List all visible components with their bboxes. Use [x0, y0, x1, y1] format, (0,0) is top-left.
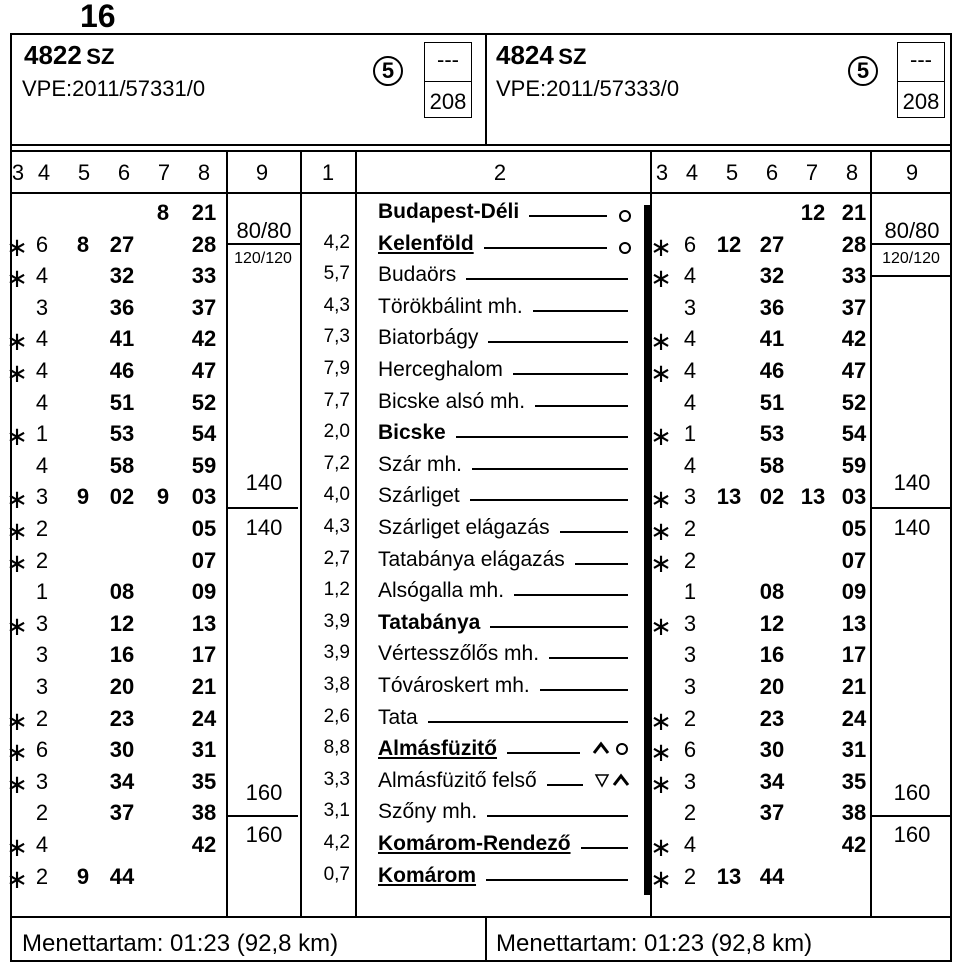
minute-depart: 35 — [191, 768, 217, 794]
minute-depart: 07 — [841, 547, 867, 573]
minute-depart: 54 — [841, 421, 867, 447]
dwell-count: 3 — [683, 484, 697, 510]
stop-marker: ∗ — [650, 705, 672, 736]
distance-km: 7,7 — [323, 389, 350, 411]
dwell-count: 4 — [683, 263, 697, 289]
minute-arrive: 46 — [759, 358, 785, 383]
station-name: Budapest-Déli — [378, 200, 520, 223]
distance-km: 0,7 — [323, 863, 350, 885]
stop-marker: ∗ — [6, 863, 28, 894]
minute-arrive: 12 — [759, 610, 785, 636]
stop-marker: ∗ — [6, 516, 28, 546]
distance-km: 4,3 — [323, 294, 350, 316]
distance-km: 2,7 — [323, 547, 350, 569]
col-header-mid: 1 — [321, 160, 335, 185]
distance-km: 4,2 — [323, 832, 350, 853]
dwell-count: 1 — [683, 421, 697, 447]
minute-depart: 38 — [841, 800, 867, 826]
train-vpe: VPE:2011/57331/0 — [22, 76, 206, 101]
minute-depart: 21 — [841, 200, 867, 225]
info-box — [897, 42, 945, 118]
leader-line — [466, 278, 628, 280]
station-name: Almásfüzitő — [378, 737, 498, 761]
distance-km: 3,9 — [323, 610, 350, 632]
stop-marker: ∗ — [650, 610, 672, 641]
train-number: 4824 — [496, 40, 554, 70]
dwell-count: 4 — [35, 832, 49, 857]
station-name: Bicske — [378, 421, 446, 445]
speed-left-c-bottom: 160 — [245, 822, 283, 847]
minute-arrive: 44 — [759, 863, 785, 889]
dwell-count: 1 — [683, 579, 697, 605]
distance-km: 1,2 — [323, 579, 350, 601]
distance-km: 3,3 — [323, 768, 350, 790]
stop-marker: ∗ — [6, 326, 28, 357]
minute-arrive: 12 — [109, 610, 135, 636]
col-header-right: 9 — [905, 160, 919, 185]
train-vpe: VPE:2011/57333/0 — [496, 76, 680, 101]
dwell-count: 3 — [35, 674, 49, 699]
distance-km: 4,2 — [323, 231, 350, 253]
stop-marker: ∗ — [650, 547, 672, 578]
leader-line — [484, 247, 607, 249]
col-header-left: 9 — [255, 160, 269, 185]
minute-arrive: 23 — [109, 705, 135, 731]
dwell-count: 3 — [35, 484, 49, 510]
minute-arrive: 02 — [109, 484, 135, 510]
stop-marker: ∗ — [6, 231, 28, 262]
minute-depart: 47 — [841, 358, 867, 383]
minute-depart: 37 — [841, 294, 867, 320]
speed-left-b-bottom: 140 — [245, 515, 283, 540]
triangle-caret-icon — [594, 771, 634, 797]
station-name: Törökbálint mh. — [378, 294, 523, 318]
minute-arrive: 32 — [109, 263, 135, 289]
minute-arrive: 20 — [759, 674, 785, 699]
minute-depart: 38 — [191, 800, 217, 826]
station-name: Komárom-Rendező — [378, 832, 571, 855]
minute-depart: 09 — [841, 579, 867, 605]
stop-marker: ∗ — [6, 263, 28, 294]
leader-line — [533, 310, 628, 312]
leader-line — [560, 531, 628, 533]
minute-arrive: 08 — [109, 579, 135, 605]
dwell-count: 3 — [35, 610, 49, 636]
dwell-count: 2 — [35, 863, 49, 889]
col-header-right: 7 — [805, 160, 819, 185]
col-header-left: 7 — [157, 160, 171, 185]
hour-depart: 12 — [800, 200, 826, 225]
stop-marker: ∗ — [650, 231, 672, 262]
dwell-count: 4 — [35, 358, 49, 383]
minute-arrive: 08 — [759, 579, 785, 605]
leader-line — [581, 847, 628, 849]
speed-left-c-top: 160 — [245, 780, 283, 805]
dwell-count: 6 — [35, 231, 49, 257]
minute-depart: 31 — [191, 737, 217, 763]
dwell-count: 2 — [683, 547, 697, 573]
stop-marker: ∗ — [650, 768, 672, 799]
dwell-count: 1 — [35, 579, 49, 605]
minute-depart: 09 — [191, 579, 217, 605]
dwell-count: 3 — [683, 674, 697, 699]
class-circle: 5 — [848, 56, 878, 86]
distance-km: 3,1 — [323, 800, 350, 822]
stop-marker: ∗ — [6, 705, 28, 736]
minute-arrive: 44 — [109, 863, 135, 889]
minute-depart: 21 — [191, 200, 217, 225]
stop-marker: ∗ — [650, 484, 672, 515]
minute-arrive: 30 — [109, 737, 135, 763]
station-name: Tatabánya — [378, 610, 481, 634]
leader-line — [535, 405, 628, 407]
dwell-count: 1 — [35, 421, 49, 447]
dwell-count: 3 — [683, 294, 697, 320]
class-circle: 5 — [373, 56, 403, 86]
leader-line — [575, 563, 628, 565]
minute-depart: 33 — [191, 263, 217, 289]
minute-arrive: 36 — [109, 294, 135, 320]
leader-line — [486, 879, 628, 881]
minute-depart: 59 — [191, 452, 217, 478]
minute-depart: 17 — [841, 642, 867, 668]
col-header-left: 5 — [77, 160, 91, 185]
speed-left-a-bottom: 120/120 — [234, 250, 292, 267]
minute-depart: 13 — [841, 610, 867, 636]
stop-marker: ∗ — [650, 326, 672, 357]
distance-km: 5,7 — [323, 263, 350, 285]
col-header-left: 4 — [37, 160, 51, 185]
info-box-bottom: 208 — [902, 89, 940, 114]
station-name: Alsógalla mh. — [378, 579, 505, 603]
col-header-right: 5 — [725, 160, 739, 185]
dwell-count: 3 — [35, 294, 49, 320]
stop-marker: ∗ — [650, 516, 672, 546]
minute-arrive: 27 — [109, 231, 135, 257]
dwell-count: 4 — [683, 326, 697, 352]
distance-km: 7,3 — [323, 326, 350, 348]
info-box-top: --- — [910, 47, 932, 72]
station-name: Vértesszőlős mh. — [378, 642, 540, 666]
minute-depart: 17 — [191, 642, 217, 668]
dwell-count: 6 — [683, 737, 697, 763]
header-separator — [10, 150, 952, 152]
speed-right-a-bottom: 120/120 — [882, 250, 940, 267]
station-name: Szár mh. — [378, 452, 463, 476]
col-header-left: 8 — [197, 160, 211, 185]
minute-arrive: 37 — [109, 800, 135, 826]
minute-depart: 33 — [841, 263, 867, 289]
leader-line — [547, 784, 583, 786]
station-name: Almásfüzitő felső — [378, 768, 537, 792]
train-header-right — [496, 40, 586, 71]
dwell-count: 4 — [683, 389, 697, 415]
minute-arrive: 16 — [759, 642, 785, 668]
minute-arrive: 46 — [109, 358, 135, 383]
station-name: Bicske alsó mh. — [378, 389, 526, 413]
minute-depart: 05 — [841, 516, 867, 541]
dwell-count: 2 — [683, 705, 697, 731]
minute-arrive: 36 — [759, 294, 785, 320]
minute-depart: 42 — [841, 326, 867, 352]
station-name: Szárliget elágazás — [378, 516, 550, 539]
minute-arrive: 20 — [109, 674, 135, 699]
leader-line — [487, 815, 628, 817]
minute-arrive: 41 — [109, 326, 135, 352]
hour-arrive: 9 — [76, 863, 90, 889]
col-header-left: 3 — [11, 160, 25, 185]
minute-depart: 24 — [191, 705, 217, 731]
hour-arrive: 12 — [716, 231, 742, 257]
stop-marker: ∗ — [6, 484, 28, 515]
stop-marker: ∗ — [6, 768, 28, 799]
distance-km: 4,0 — [323, 484, 350, 506]
distance-km: 7,2 — [323, 452, 350, 474]
minute-arrive: 32 — [759, 263, 785, 289]
minute-arrive: 37 — [759, 800, 785, 826]
footer-duration-left: Menettartam: 01:23 (92,8 km) — [22, 930, 339, 957]
minute-arrive: 53 — [109, 421, 135, 447]
minute-arrive: 02 — [759, 484, 785, 510]
dwell-count: 6 — [35, 737, 49, 763]
minute-depart: 47 — [191, 358, 217, 383]
leader-line — [470, 499, 628, 501]
minute-depart: 28 — [841, 231, 867, 257]
minute-depart: 52 — [841, 389, 867, 415]
dwell-count: 2 — [35, 547, 49, 573]
minute-arrive: 30 — [759, 737, 785, 763]
col-divider — [355, 150, 357, 917]
stop-marker: ∗ — [6, 547, 28, 578]
minute-arrive: 51 — [109, 389, 135, 415]
distance-km: 7,9 — [323, 358, 350, 379]
stop-marker: ∗ — [6, 832, 28, 862]
header-divider — [485, 33, 487, 145]
speed-left-a-top: 80/80 — [236, 218, 292, 243]
stop-marker: ∗ — [650, 737, 672, 768]
leader-line — [490, 626, 628, 628]
dwell-count: 3 — [35, 642, 49, 668]
leader-line — [549, 657, 628, 659]
hour-arrive: 13 — [716, 484, 742, 510]
info-box — [424, 42, 472, 118]
minute-arrive: 16 — [109, 642, 135, 668]
col-header-right: 4 — [685, 160, 699, 185]
col-header-left: 6 — [117, 160, 131, 185]
minute-depart: 52 — [191, 389, 217, 415]
speed-right-b-top: 140 — [893, 470, 931, 495]
train-type: SZ — [558, 44, 587, 69]
minute-depart: 03 — [191, 484, 217, 510]
train-number: 4822 — [24, 40, 82, 70]
dwell-count: 4 — [683, 358, 697, 383]
station-name: Herceghalom — [378, 358, 503, 381]
station-name: Biatorbágy — [378, 326, 479, 350]
col-header-right: 3 — [655, 160, 669, 185]
station-name: Szőny mh. — [378, 800, 478, 824]
speed-right-a-top: 80/80 — [884, 218, 940, 243]
col-header-right: 8 — [845, 160, 859, 185]
dwell-count: 2 — [683, 800, 697, 826]
hour-depart: 8 — [156, 200, 170, 225]
speed-left-b-top: 140 — [245, 470, 283, 495]
footer-divider — [485, 916, 487, 962]
dwell-count: 3 — [683, 768, 697, 794]
distance-km: 3,9 — [323, 642, 350, 664]
leader-line — [529, 215, 607, 217]
dwell-count: 3 — [683, 610, 697, 636]
station-name: Budaörs — [378, 263, 457, 287]
info-box-top: --- — [437, 47, 459, 72]
page-number: 16 — [80, 0, 116, 34]
colhead-separator — [10, 192, 952, 194]
stop-marker: ∗ — [6, 421, 28, 452]
header-separator — [10, 144, 952, 146]
leader-line — [507, 752, 580, 754]
station-name: Tóvároskert mh. — [378, 674, 530, 697]
distance-km: 2,0 — [323, 421, 350, 443]
dwell-count: 4 — [35, 326, 49, 352]
minute-depart: 13 — [191, 610, 217, 636]
distance-km: 2,6 — [323, 705, 350, 727]
dwell-count: 3 — [35, 768, 49, 794]
dwell-count: 4 — [683, 452, 697, 478]
leader-line — [513, 373, 628, 375]
minute-arrive: 41 — [759, 326, 785, 352]
dwell-count: 6 — [683, 231, 697, 257]
station-name: Szárliget — [378, 484, 460, 508]
minute-depart: 42 — [191, 326, 217, 352]
minute-arrive: 27 — [759, 231, 785, 257]
minute-depart: 28 — [191, 231, 217, 257]
col-header-right: 6 — [765, 160, 779, 185]
minute-arrive: 23 — [759, 705, 785, 731]
minute-depart: 07 — [191, 547, 217, 573]
minute-depart: 05 — [191, 516, 217, 541]
footer-separator — [10, 916, 952, 918]
train-type: SZ — [86, 44, 115, 69]
minute-arrive: 58 — [759, 452, 785, 478]
minute-depart: 31 — [841, 737, 867, 763]
hour-arrive: 13 — [716, 863, 742, 889]
speed-right-c-bottom: 160 — [893, 822, 931, 847]
stop-marker: ∗ — [6, 610, 28, 641]
distance-km: 8,8 — [323, 737, 350, 759]
dwell-count: 3 — [683, 642, 697, 668]
stop-marker: ∗ — [6, 358, 28, 388]
station-name: Tata — [378, 705, 418, 729]
leader-line — [514, 594, 628, 596]
minute-depart: 21 — [191, 674, 217, 699]
distance-km: 3,8 — [323, 674, 350, 695]
leader-line — [540, 689, 628, 691]
minute-depart: 42 — [191, 832, 217, 857]
train-header-left — [24, 40, 114, 71]
stop-circle-icon — [618, 235, 632, 261]
minute-depart: 54 — [191, 421, 217, 447]
dwell-count: 2 — [35, 705, 49, 731]
stop-marker: ∗ — [650, 421, 672, 452]
leader-line — [456, 436, 628, 438]
leader-line — [428, 721, 628, 723]
stop-marker: ∗ — [650, 832, 672, 862]
col-header-mid: 2 — [493, 160, 507, 185]
hour-arrive: 9 — [76, 484, 90, 510]
hour-arrive: 8 — [76, 231, 90, 257]
minute-depart: 37 — [191, 294, 217, 320]
stop-marker: ∗ — [6, 737, 28, 768]
footer-duration-right: Menettartam: 01:23 (92,8 km) — [496, 930, 813, 957]
dwell-count: 2 — [683, 863, 697, 889]
stop-marker: ∗ — [650, 863, 672, 894]
dwell-count: 2 — [683, 516, 697, 541]
caret-circle-icon — [592, 739, 632, 765]
minute-depart: 03 — [841, 484, 867, 510]
minute-arrive: 34 — [109, 768, 135, 794]
info-box-bottom: 208 — [429, 89, 467, 114]
distance-km: 4,3 — [323, 516, 350, 537]
minute-depart: 21 — [841, 674, 867, 699]
minute-arrive: 53 — [759, 421, 785, 447]
station-name: Komárom — [378, 863, 477, 887]
minute-depart: 59 — [841, 452, 867, 478]
minute-arrive: 51 — [759, 389, 785, 415]
minute-depart: 24 — [841, 705, 867, 731]
minute-depart: 35 — [841, 768, 867, 794]
dwell-count: 4 — [35, 452, 49, 478]
dwell-count: 4 — [683, 832, 697, 857]
dwell-count: 4 — [35, 263, 49, 289]
minute-arrive: 34 — [759, 768, 785, 794]
dwell-count: 2 — [35, 800, 49, 826]
stop-marker: ∗ — [650, 358, 672, 388]
station-name: Tatabánya elágazás — [378, 547, 565, 571]
hour-depart: 13 — [800, 484, 826, 510]
minute-depart: 42 — [841, 832, 867, 857]
leader-line — [472, 468, 628, 470]
stop-circle-icon — [618, 203, 632, 229]
stop-marker: ∗ — [650, 263, 672, 294]
dwell-count: 2 — [35, 516, 49, 541]
leader-line — [488, 341, 628, 343]
speed-right-c-top: 160 — [893, 780, 931, 805]
minute-arrive: 58 — [109, 452, 135, 478]
speed-right-b-bottom: 140 — [893, 515, 931, 540]
station-name: Kelenföld — [378, 231, 474, 255]
dwell-count: 4 — [35, 389, 49, 415]
hour-depart: 9 — [156, 484, 170, 510]
